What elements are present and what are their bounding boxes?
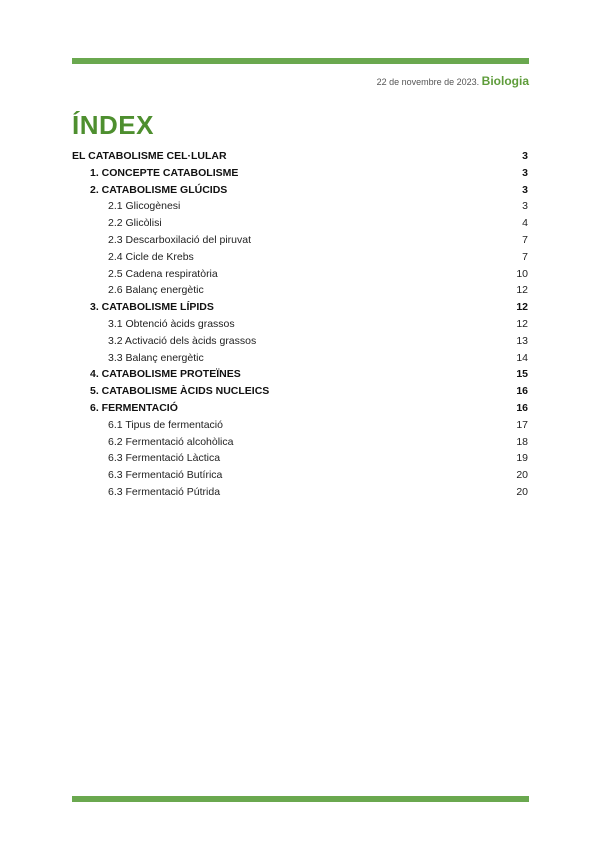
toc-entry-page: 20 (516, 469, 528, 482)
toc-entry[interactable] (72, 232, 528, 249)
toc-entry-label: 5. CATABOLISME ÀCIDS NUCLEICS (90, 385, 270, 398)
header-subject: Biologia (481, 74, 529, 88)
toc-entry-page: 12 (516, 284, 528, 297)
toc-entry-page: 14 (516, 351, 528, 364)
toc-entry-page: 7 (522, 233, 528, 246)
toc-entry-page: 19 (516, 452, 528, 465)
toc-entry[interactable] (72, 350, 528, 367)
toc-entry-label: 6. FERMENTACIÓ (90, 401, 178, 414)
toc-entry-label: 2.4 Cicle de Krebs (108, 250, 194, 263)
toc-entry[interactable] (72, 467, 528, 484)
toc-entry-page: 15 (516, 368, 528, 381)
toc-entry[interactable] (72, 383, 528, 400)
toc-entry-label: 3.3 Balanç energètic (108, 351, 204, 364)
toc-entry[interactable] (72, 266, 528, 283)
toc-entry-page: 4 (522, 217, 528, 230)
toc-entry[interactable] (72, 333, 528, 350)
toc-entry[interactable] (72, 182, 528, 199)
toc-entry-label: 6.2 Fermentació alcohòlica (108, 435, 234, 448)
toc-entry-page: 20 (516, 485, 528, 498)
toc-entry-label: 6.3 Fermentació Pútrida (108, 485, 221, 498)
toc-entry-page: 12 (516, 301, 528, 314)
toc-entry[interactable] (72, 417, 528, 434)
toc-entry-label: 2.6 Balanç energètic (108, 284, 204, 297)
toc-entry[interactable] (72, 282, 528, 299)
toc-entry-page: 12 (516, 317, 528, 330)
toc-entry-label: EL CATABOLISME CEL·LULAR (72, 150, 227, 162)
toc-entry[interactable] (72, 434, 528, 451)
toc-entry-label: 2.1 Glicogènesi (108, 200, 181, 213)
page-title: ÍNDEX (72, 110, 154, 140)
toc-entry-label: 2.3 Descarboxilació del piruvat (108, 233, 251, 246)
toc-entry-page: 3 (522, 150, 528, 162)
toc-entry[interactable] (72, 450, 528, 467)
toc-entry-label: 6.1 Tipus de fermentació (108, 418, 223, 431)
toc-entry[interactable] (72, 215, 528, 232)
toc-entry-label: 2. CATABOLISME GLÚCIDS (90, 183, 228, 196)
toc-entry[interactable] (72, 198, 528, 215)
toc-entry[interactable] (72, 400, 528, 417)
toc-entry-label: 6.3 Fermentació Làctica (108, 452, 221, 465)
toc-entry-label: 4. CATABOLISME PROTEÏNES (90, 368, 241, 381)
toc-entry-page: 18 (516, 435, 528, 448)
toc-entry-page: 10 (516, 267, 528, 280)
toc-entry[interactable] (72, 316, 528, 333)
toc-entry[interactable] (72, 249, 528, 266)
toc-entry-page: 16 (516, 401, 528, 414)
toc-entry-label: 6.3 Fermentació Butírica (108, 469, 223, 482)
toc-entry[interactable] (72, 366, 528, 383)
toc-entry-page: 7 (522, 250, 528, 263)
toc-entry-label: 3. CATABOLISME LÍPIDS (90, 301, 214, 314)
page-header (377, 74, 529, 88)
toc-entry[interactable] (72, 299, 528, 316)
toc-entry-label: 2.5 Cadena respiratòria (108, 267, 218, 280)
bottom-rule (72, 796, 529, 802)
toc-entry-page: 3 (522, 166, 528, 179)
toc-entry-page: 3 (522, 200, 528, 213)
toc-entry[interactable] (72, 484, 528, 501)
toc-entry-page: 17 (516, 418, 528, 431)
toc-entry-page: 13 (516, 334, 528, 347)
toc-entry-label: 2.2 Glicòlisi (108, 217, 162, 230)
toc-entry-label: 3.1 Obtenció àcids grassos (108, 317, 235, 330)
toc-entry[interactable] (72, 165, 528, 182)
toc-entry-page: 3 (522, 183, 528, 196)
top-rule (72, 58, 529, 64)
toc-entry-page: 16 (516, 385, 528, 398)
toc-entry[interactable] (72, 148, 528, 165)
table-of-contents (72, 148, 528, 501)
toc-entry-label: 1. CONCEPTE CATABOLISME (90, 166, 239, 179)
toc-entry-label: 3.2 Activació dels àcids grassos (108, 334, 257, 347)
header-date: 22 de novembre de 2023. (376, 77, 480, 87)
